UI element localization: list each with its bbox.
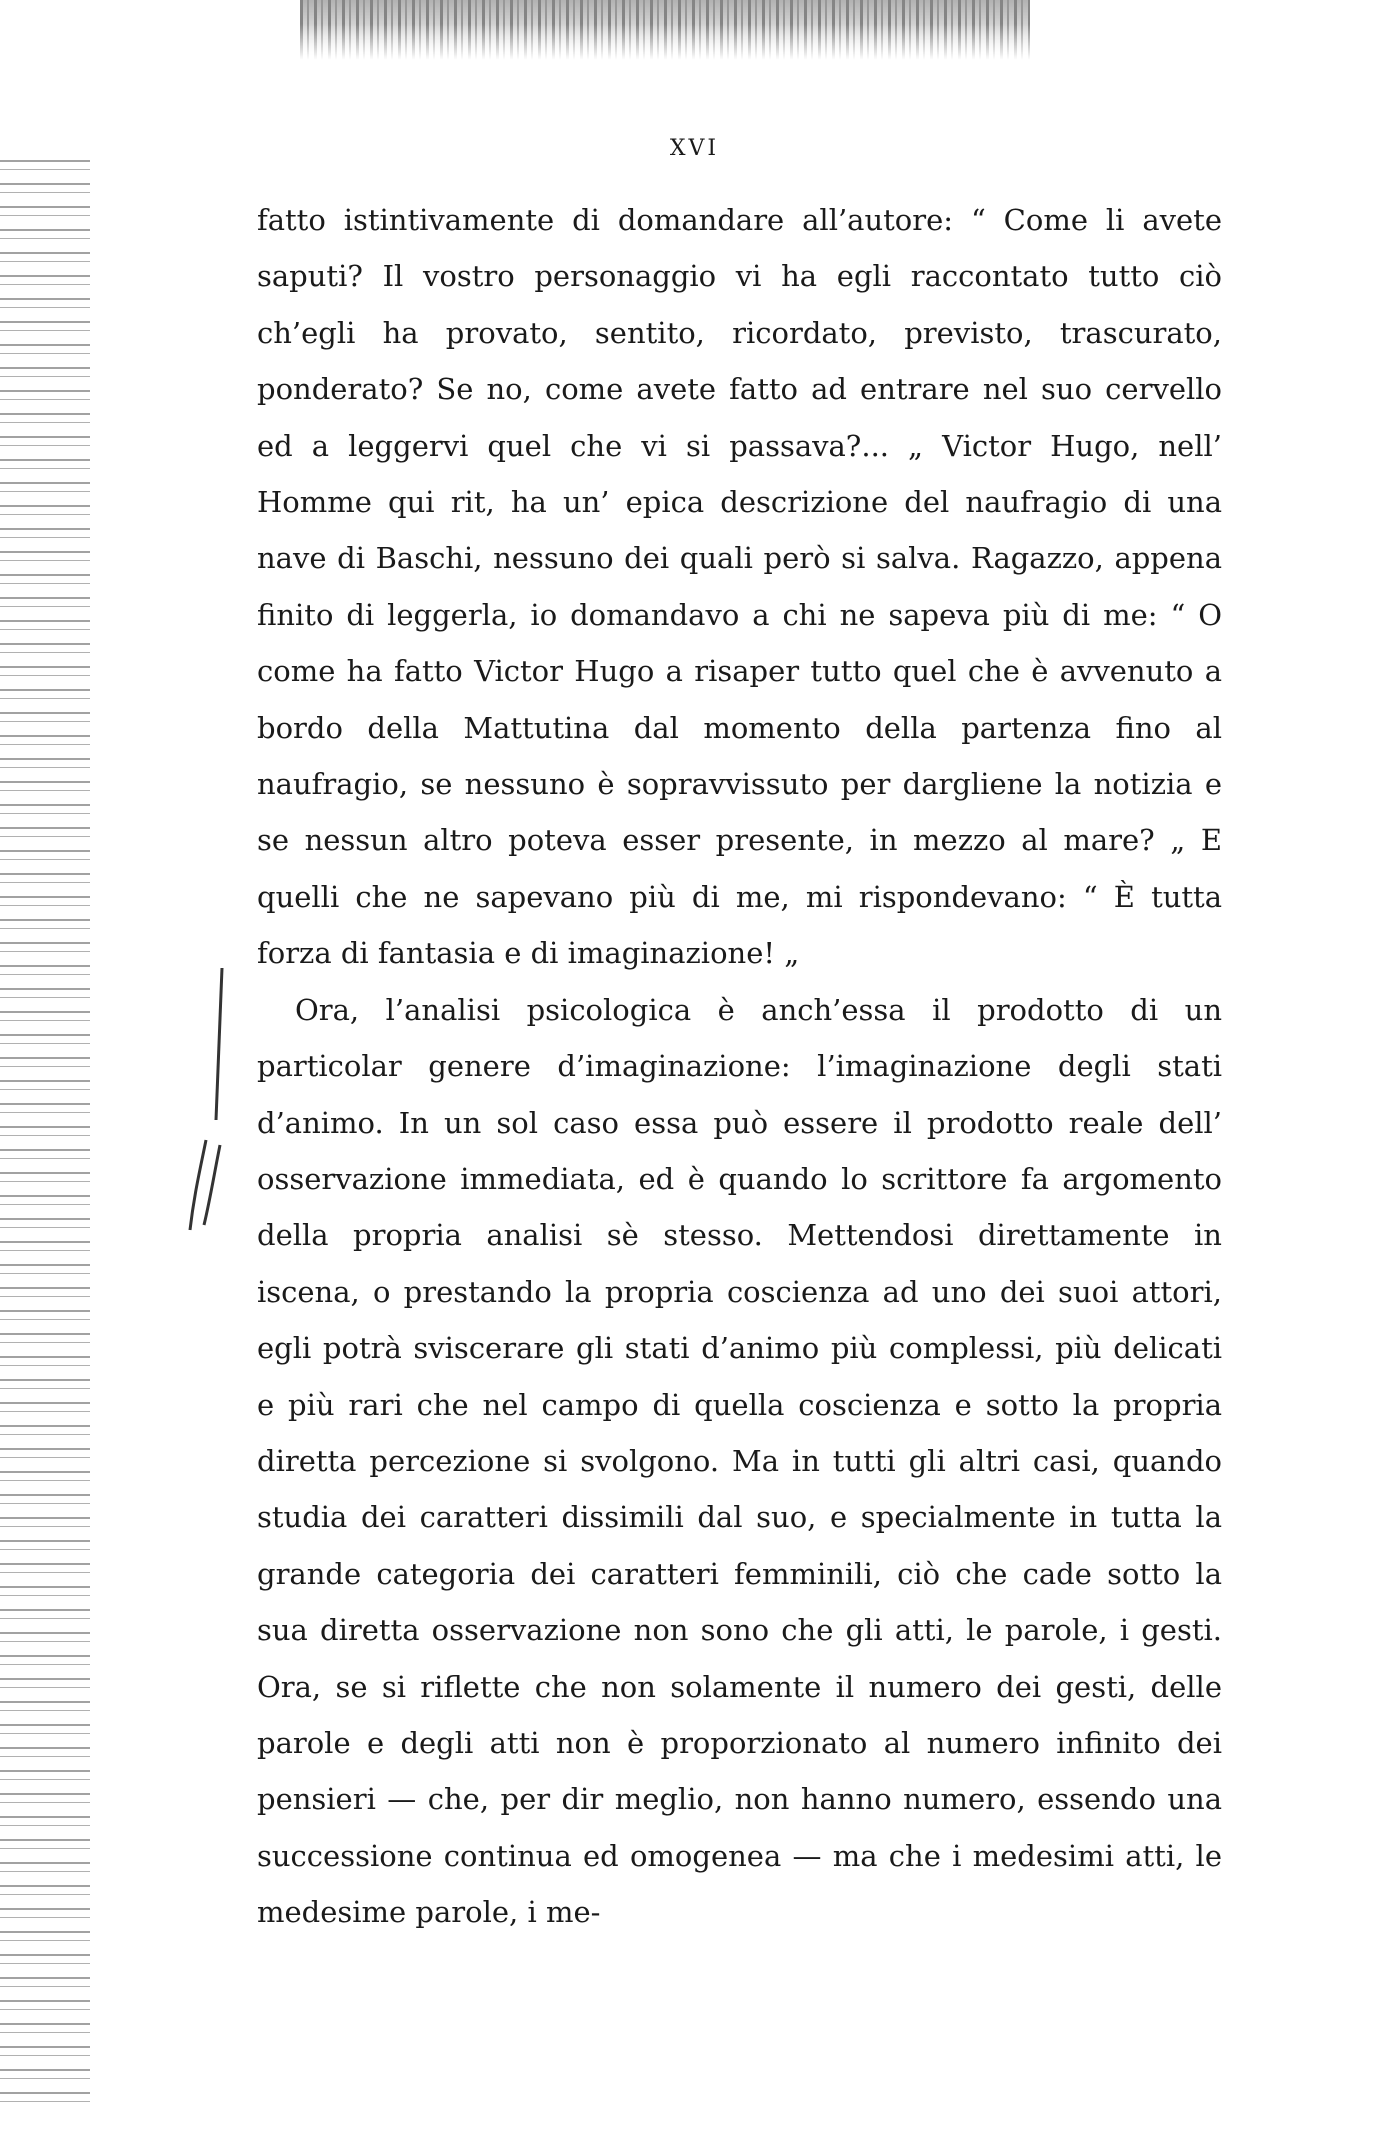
page-number: XVI [669, 136, 720, 161]
paragraph: Ora, l’analisi psicologica è anch’essa il prodotto di un particolar genere d’imaginazione: l’imaginazione degli stati d’animo. In un sol caso essa può essere il prodotto reale dell’ osservazione immediata, ed è quando lo scrittore fa argomento della propria analisi sè stesso. Mettendosi direttamente in iscena, o prestando la propria coscienza ad uno dei suoi attori, egli potrà sviscerare gli stati d’animo più complessi, più delicati e più rari che nel campo di quella coscienza e sotto la propria diretta percezione si svolgono. Ma in tutti gli altri casi, quando studia dei caratteri dissimili dal suo, e specialmente in tutta la grande categoria dei caratteri femminili, ciò che cade sotto la sua diretta osservazione non sono che gli atti, le parole, i gesti. Ora, se si riflette che non solamente il numero dei gesti, delle parole e degli atti non è proporzionato al numero infinito dei pensieri — che, per dir meglio, non hanno numero, essendo una successione continua ed omogenea — ma che i medesimi atti, le medesime parole, i me- [257, 992, 1222, 1930]
scan-artifact-left-edge [0, 160, 90, 2110]
paragraph: fatto istintivamente di domandare all’autore: “ Come li avete saputi? Il vostro personaggio vi ha egli raccontato tutto ciò ch’egli ha provato, sentito, ricordato, previsto, trascurato, ponderato? Se no, come avete fatto ad entrare nel suo cervello ed a leggervi quel che vi si passava?... „ Victor Hugo, nell’ Homme qui rit, ha un’ epica descrizione del naufragio di una nave di Baschi, nessuno dei quali però si salva. Ragazzo, appena finito di leggerla, io domandavo a chi ne sapeva più di me: “ O come ha fatto Victor Hugo a risaper tutto quel che è avvenuto a bordo della Mattutina dal momento della partenza fino al naufragio, se nessuno è sopravvissuto per dargliene la notizia e se nessun altro poteva esser presente, in mezzo al mare? „ E quelli che ne sapevano più di me, mi rispondevano: “ È tutta forza di fantasia e di imaginazione! „ [257, 203, 1222, 971]
margin-pencil-marks [180, 960, 250, 1240]
body-text [257, 192, 1222, 1941]
scan-artifact-top [300, 0, 1030, 60]
